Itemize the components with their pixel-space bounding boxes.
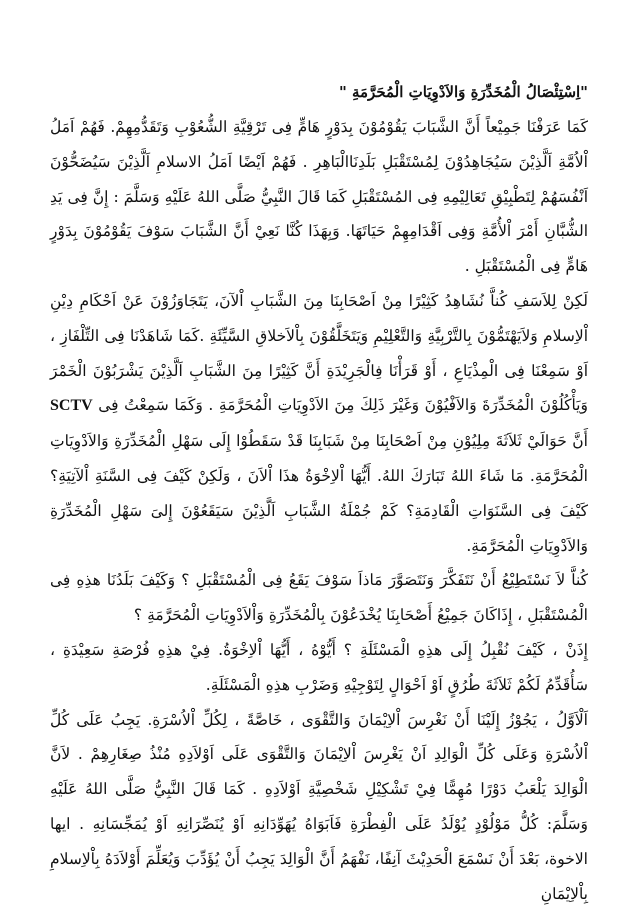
paragraph-intro: كَمَا عَرَفْنَا جَمِيْعاً أَنَّ الشَّبَابَ يَقُوْمُوْنَ بِدَوْرٍ هَامٍّ فِى تَرْقِيَّةِ الشُّعُوْبِ وَتَقَدُّمِهِمْ. فَهُمْ اَمَلُ اْلاُمَّةِ اَلَّذِيْنَ سَيُجَاهِدُوْنَ لِمُسْتَقْبَلِ بَلَدِنَاالْبَاهِرِ . فَهُمْ اَيْضًا اَمَلُ الاسلامِ اَلَّذِيْنَ سَيُضَحُّوْنَ اَنْفُسَهُمْ لِتَطْبِيْقِ تَعَالِيْمِهِ فِى المُسْتَقْبَلِ كَمَا قَالَ النَّبِيُّ صَلَّى اللهُ عَلَيْهِ وَسَلَّمَ : إِنَّ فِى يَدِ الشُّبَّانِ أَمْرَ اْلأُمَّةِ وَفِى اَقْدَامِهِمْ حَيَاتَهَا. وَبِهَذَا كُنَّا نَعِيْ أَنَّ الشَّبَابَ سَوْفَ يَقُوْمُوْنَ بِدَوْرٍ هَامٍّ فِى الْمُسْتَقْبَلِ . bbox=[50, 118, 588, 276]
paragraph-problem bbox=[50, 284, 588, 563]
article-title: "اِسْتِئْصَالُ الْمُخَدِّرَةِ وَالاَدْوِيَاتِ الْمُحَرَّمَةِ " bbox=[338, 83, 588, 101]
paragraph-solutions-intro: إِذَنْ ، كَيْفَ نُقْبِلُ إِلَى هذِهِ الْمَسْئَلَةِ ؟ أَيُّوْهُ ، أَيُّهَا اْلاِخْوَةُ. فِيْ هذِهِ فُرْصَةِ سَعِيْدَةِ ، سَأُقَدِّمُ لَكُمْ ثَلاَثَةَ طُرُقٍ اَوْ اَحْوَالٍ لِتَوْجِيْهِ وَضَرْبِ هذِهِ الْمَسْئَلَةِ. bbox=[50, 640, 588, 694]
paragraph-problem-continued: أَنَّ حَوَالَيْ ثَلاَثَةَ مِلِيُوْنِ مِنْ اَصْحَابِنَا مِنْ شَبَابِنَا قَدْ سَقَطُوْا إِلَى سَهْلِ الْمُخَدِّرَةِ وَالاَدْوِيَاتِ الْمُحَرَّمَةِ. مَا شَاءَ اللهُ تَبَارَكَ اللهُ. أَيُّهَا اْلاِخْوَةُ هذَا اْلاَنَ ، وَلَكِنْ كَيْفَ فِى السَّنَةِ اْلآتِيَةِ؟ كَيْفَ فِى السَّنَوَاتِ الْقَادِمَةِ؟ كَمْ جُمْلَةُ الشَّبَابِ اَلَّذِيْنَ سَيَقَعُوْنَ إِلىَ سَهْلِ الْمُخَدِّرَةِ وَالاَدْوِيَاتِ الْمُحَرَّمَةِ. bbox=[50, 432, 588, 555]
paragraph-question: كُناَّ لاَ نَسْتَطِيْعُ أَنْ نَتَفَكَّرَ وَنَتَصَوَّرَ مَاذاَ سَوْفَ يَقَعُ فِى الْمُسْتَقْبَلِ ؟ وَكَيْفَ بَلَدُنَا هذِهِ فِى الْمُسْتَقْبَلِ ، إِذَاكَانَ جَمِيْعُ أَصْحَابِنَا يُخْدَعُوْنَ بِالْمُخَدِّرَةِ وَاْلاَدْوِيَاتِ الْمُحَرَّمَةِ ؟ bbox=[50, 571, 588, 625]
tv-channel-name: SCTV bbox=[50, 397, 93, 415]
paragraph-problem-text: لَكِنْ لِلاَسَفِ كُناَّ نُشَاهِدُ كَثِيْرًا مِنْ اَصْحَابِنَا مِنَ الشَّبَابِ اْلآنَ، يَتَجَاوَزُوْنَ عَنْ اَحْكَامِ دِيْنِ اْلاِسلامِ وَلاَيَهْتَمُّوْنَ بِالتَّرْبِيَّةِ وَالتَّعْلِيْمِ وَيَتَخَلَّقُوْنَ بِاْلاَخلاقِ السَّيِّئَةِ .كَمَا شَاهَدْنَا فِى التِّلْفَازِ ، اَوْ سَمِعْنَا فِى الْمِذْيَاعِ ، أَوْ قَرَأْنَا فِالْجَرِيْدَةِ أَنَّ كَثِيْرًا مِنَ الشَّبَابِ اَلَّذِيْنَ يَشْرَبُوْنَ الْخَمْرَ وَيَأْكُلُوْنَ الْمُخَدِّرَةَ وَالاَفْيُوْنَ وَغَيْرَ ذَلِكَ مِنَ الاَدْوِيَاتِ الْمُحَرَّمَةِ . وَكَمَا سَمِعْتُ فِى bbox=[50, 291, 588, 415]
paragraph-first-solution: اَلْاَوَّلُ ، يَجُوْزُ إِلَيْنَا أَنْ نَغْرِسَ اْلاِيْمَانَ وَالتَّقْوَى ، خَاصَّةً ، لِكُلِّ اْلاُسْرَةِ. يَجِبُ عَلَى كُلِّ اْلاُسْرَةِ وَعَلَى كُلِّ الْوَالِدِ اَنْ يَغْرِسَ اْلاِيْمَانَ وَالتَّقْوَى عَلَى اَوْلاَدِهِ مُنْذُ صِغَارِهِمْ . لاَنَّ الْوَالِدَ يَلْعَبُ دَوْرًا مُهِمًّا فِيْ تَشْكِيْلِ شَخْصِيَّةِ اَوْلاَدِهِ . كَمَا قَالَ النَّبِيُّ صَلَّى اللهُ عَلَيْهِ وَسَلَّمَ: كُلُّ مَوْلُوْدٍ يُوْلَدُ عَلَى الْفِطْرَةِ فَاَبَوَاهُ يُهَوِّدَانِهِ اَوْ يُنَصِّرَانِهِ اَوْ يُمَجِّسَانِهِ . ايها الاخوة، بَعْدَ أَنْ نَسْمَعَ الْحَدِيْثَ آنِفًا، نَفْهَمُ أَنَّ الْوَالِدَ يَجِبُ أَنْ يُؤَدِّبَ وَيُعَلِّمَ أَوْلاَدَهُ بِاْلاِسلامِ بِاْلاِيْمَانِ bbox=[50, 710, 588, 903]
